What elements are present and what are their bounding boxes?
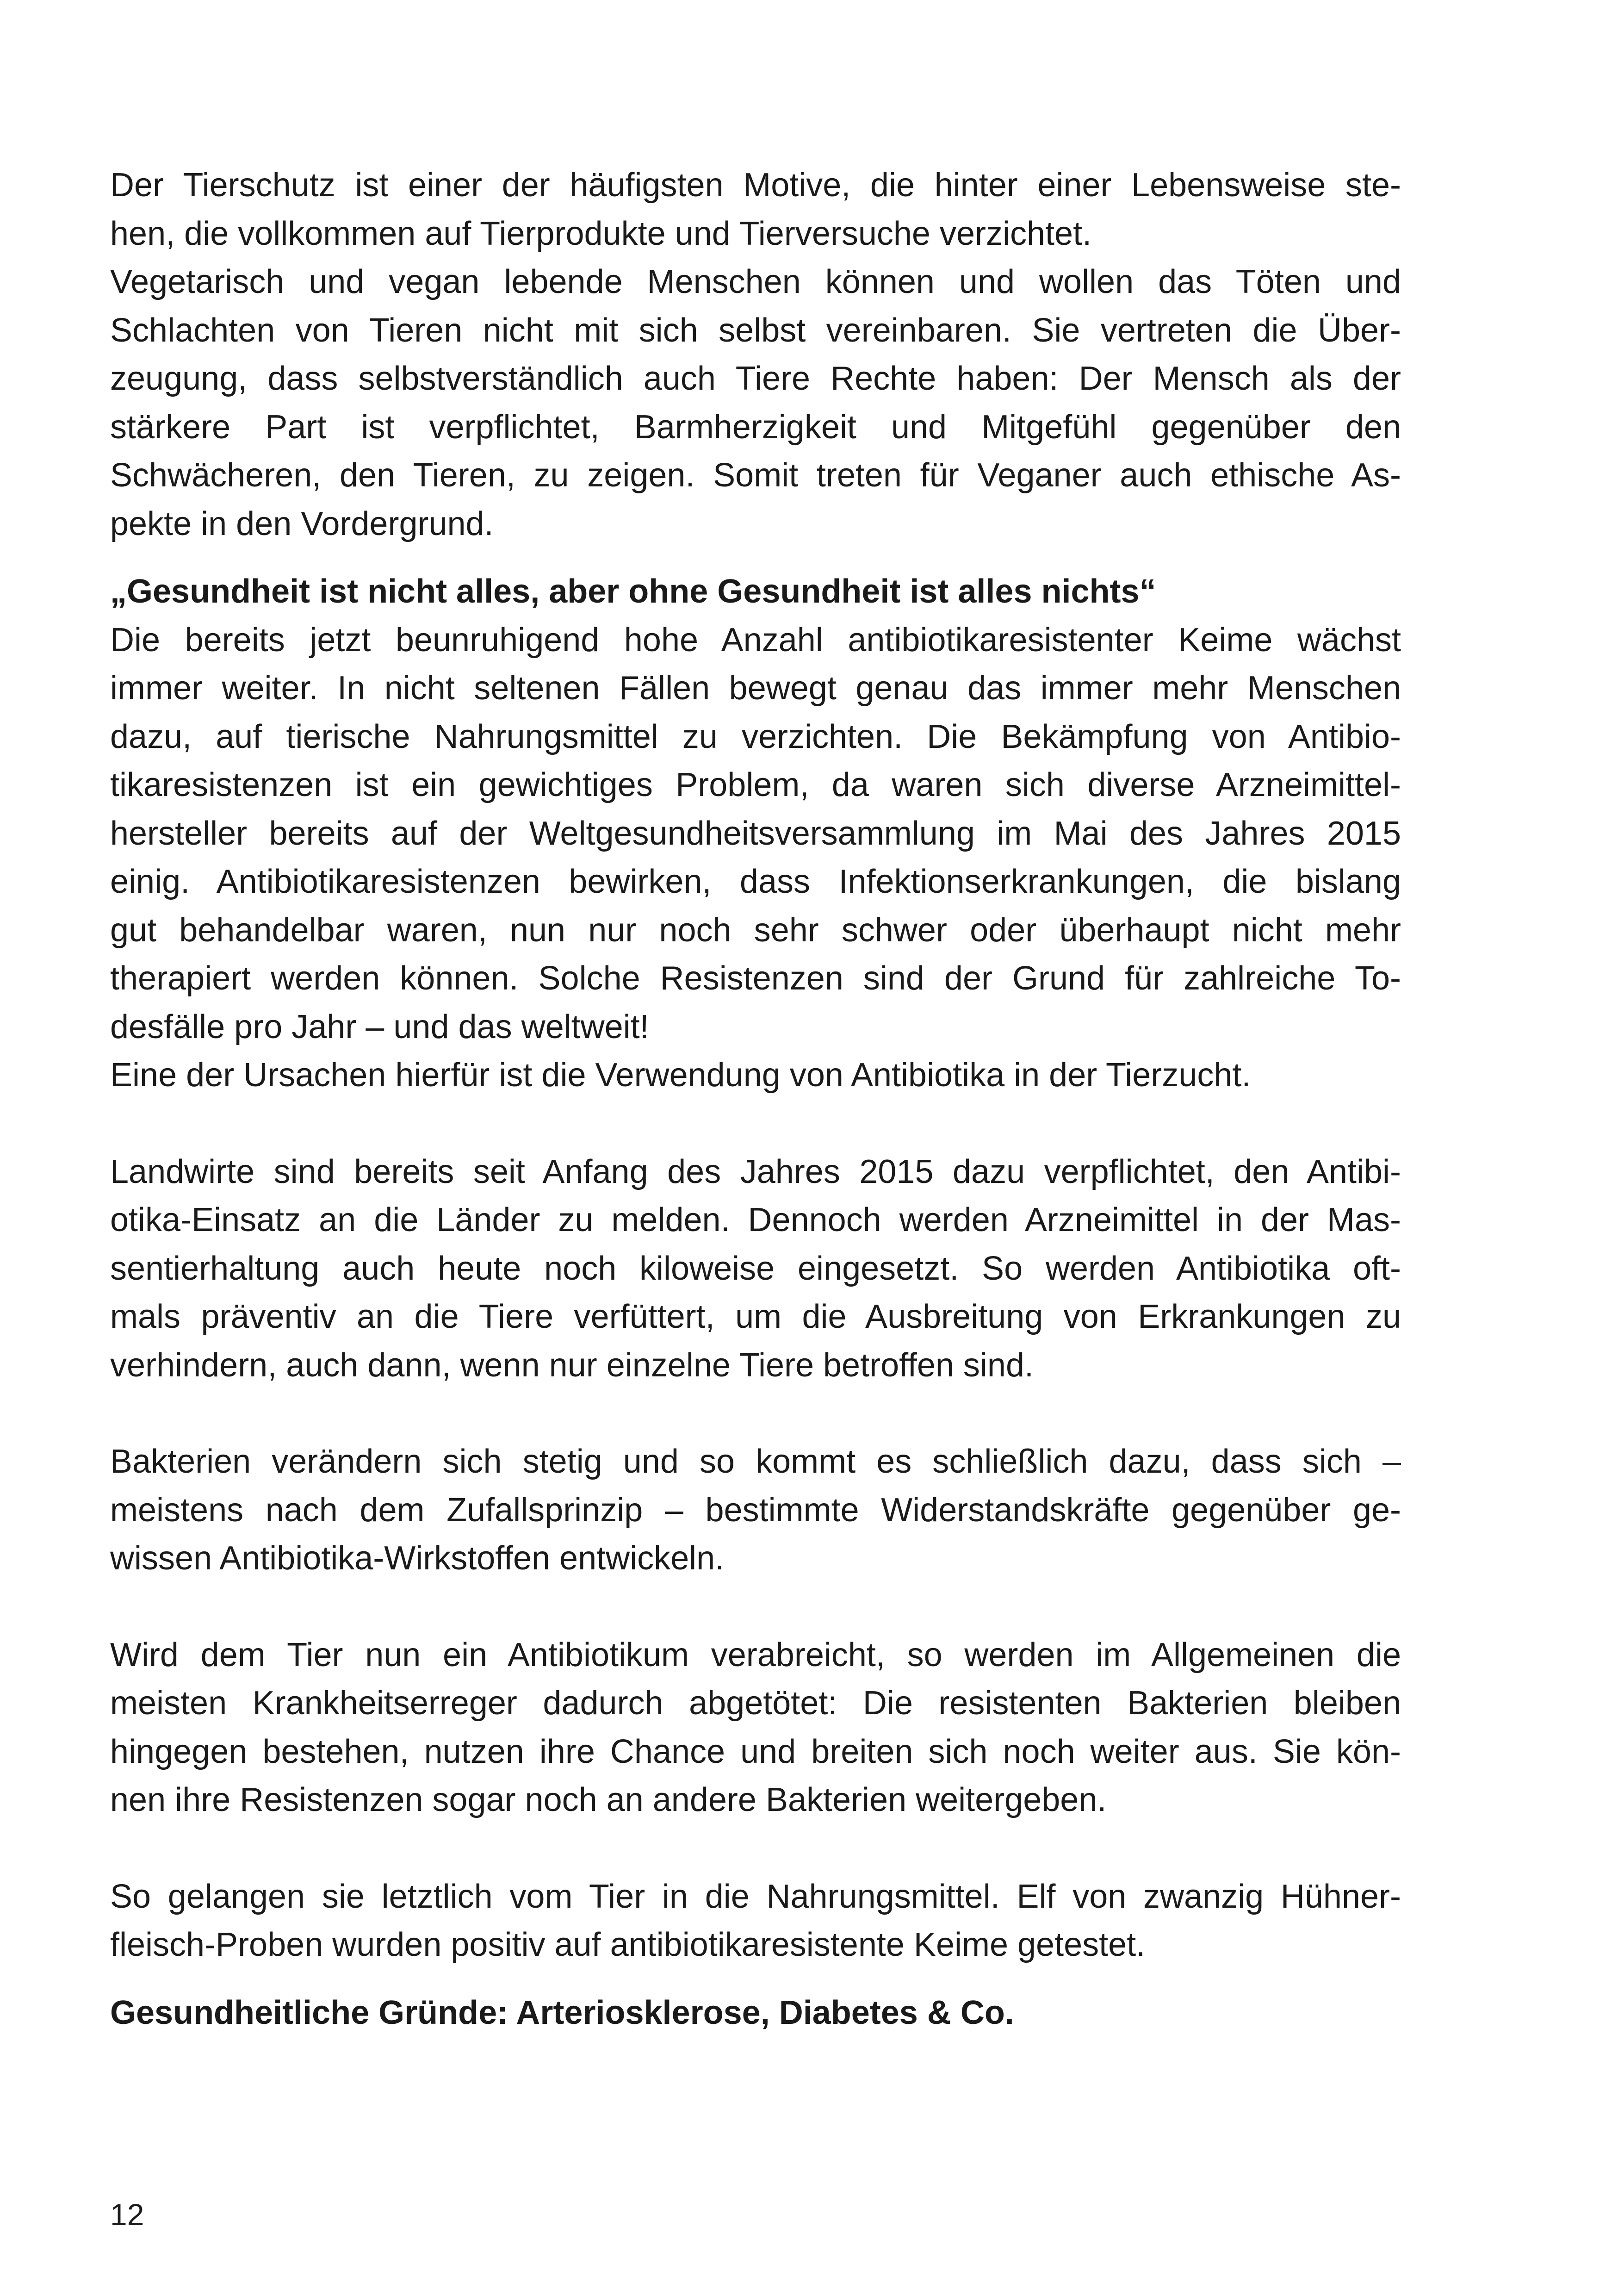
- text-line: hersteller bereits auf der Weltgesundheitsversammlung im Mai des Jahres 2015: [110, 815, 1401, 852]
- text-line: Schlachten von Tieren nicht mit sich selbst vereinbaren. Sie vertreten die Über-: [110, 311, 1401, 349]
- text-line: Landwirte sind bereits seit Anfang des Jahres 2015 dazu verpflichtet, den Antibi-: [110, 1153, 1401, 1190]
- page-number: 12: [110, 2197, 144, 2232]
- text-line: Eine der Ursachen hierfür ist die Verwendung von Antibiotika in der Tierzucht.: [110, 1057, 1251, 1094]
- text-line: Schwächeren, den Tieren, zu zeigen. Somit treten für Veganer auch ethische As-: [110, 457, 1401, 494]
- spacer: [110, 1100, 1401, 1148]
- text-line: Die bereits jetzt beunruhigend hohe Anzahl antibiotikaresistenter Keime wächst: [110, 621, 1401, 659]
- text-line: Bakterien verändern sich stetig und so kommt es schließlich dazu, dass sich –: [110, 1443, 1401, 1480]
- spacer: [110, 1583, 1401, 1631]
- text-line: Wird dem Tier nun ein Antibiotikum verabreicht, so werden im Allgemeinen die: [110, 1636, 1401, 1674]
- text-column: [110, 161, 1401, 2037]
- text-line: mals präventiv an die Tiere verfüttert, um die Ausbreitung von Erkrankungen zu: [110, 1298, 1401, 1335]
- text-line: einig. Antibiotikaresistenzen bewirken, dass Infektionserkrankungen, die bislang: [110, 863, 1401, 900]
- text-line: verhindern, auch dann, wenn nur einzelne Tiere betroffen sind.: [110, 1346, 1034, 1384]
- paragraph-3: [110, 616, 1401, 1052]
- paragraph-1: [110, 161, 1401, 258]
- paragraph-4: [110, 1051, 1401, 1100]
- text-line: gut behandelbar waren, nun nur noch sehr schwer oder überhaupt nicht mehr: [110, 911, 1401, 949]
- spacer: [110, 548, 1401, 567]
- text-line: sentierhaltung auch heute noch kiloweise eingesetzt. So werden Antibiotika oft-: [110, 1250, 1401, 1287]
- text-line: hen, die vollkommen auf Tierprodukte und Tierversuche verzichtet.: [110, 215, 1092, 252]
- text-line: immer weiter. In nicht seltenen Fällen bewegt genau das immer mehr Menschen: [110, 670, 1401, 707]
- text-line: zeugung, dass selbstverständlich auch Tiere Rechte haben: Der Mensch als der: [110, 360, 1401, 397]
- paragraph-5: [110, 1148, 1401, 1390]
- text-line: Vegetarisch und vegan lebende Menschen können und wollen das Töten und: [110, 263, 1401, 300]
- text-line: stärkere Part ist verpflichtet, Barmherzigkeit und Mitgefühl gegenüber den: [110, 408, 1401, 446]
- text-line: pekte in den Vordergrund.: [110, 505, 494, 542]
- text-line: meistens nach dem Zufallsprinzip – bestimmte Widerstandskräfte gegenüber ge-: [110, 1491, 1401, 1529]
- section-heading-health-reasons: Gesundheitliche Gründe: Arteriosklerose, Diabetes & Co.: [110, 1994, 1014, 2031]
- spacer: [110, 1389, 1401, 1437]
- text-line: tikaresistenzen ist ein gewichtiges Problem, da waren sich diverse Arzneimittel-: [110, 766, 1401, 803]
- text-line: dazu, auf tierische Nahrungsmittel zu verzichten. Die Bekämpfung von Antibio-: [110, 718, 1401, 755]
- section-heading-health: „Gesundheit ist nicht alles, aber ohne Gesundheit ist alles nichts“: [110, 573, 1156, 610]
- text-line: Der Tierschutz ist einer der häufigsten Motive, die hinter einer Lebensweise ste-: [110, 167, 1401, 204]
- spacer: [110, 1969, 1401, 1989]
- text-line: nen ihre Resistenzen sogar noch an andere Bakterien weitergeben.: [110, 1781, 1107, 1818]
- text-line: desfälle pro Jahr – und das weltweit!: [110, 1008, 649, 1045]
- text-line: hingegen bestehen, nutzen ihre Chance und breiten sich noch weiter aus. Sie kön-: [110, 1733, 1401, 1770]
- spacer: [110, 1824, 1401, 1873]
- text-line: meisten Krankheitserreger dadurch abgetötet: Die resistenten Bakterien bleiben: [110, 1685, 1401, 1722]
- text-line: otika-Einsatz an die Länder zu melden. Dennoch werden Arzneimittel in der Mas-: [110, 1201, 1401, 1238]
- paragraph-6: [110, 1437, 1401, 1583]
- paragraph-2: [110, 258, 1401, 548]
- text-line: wissen Antibiotika-Wirkstoffen entwickeln.: [110, 1540, 725, 1577]
- text-line: So gelangen sie letztlich vom Tier in die Nahrungsmittel. Elf von zwanzig Hühner-: [110, 1878, 1401, 1915]
- paragraph-7: [110, 1631, 1401, 1824]
- text-line: fleisch-Proben wurden positiv auf antibiotikaresistente Keime getestet.: [110, 1926, 1146, 1963]
- text-line: therapiert werden können. Solche Resistenzen sind der Grund für zahlreiche To-: [110, 960, 1401, 997]
- paragraph-8: [110, 1873, 1401, 1969]
